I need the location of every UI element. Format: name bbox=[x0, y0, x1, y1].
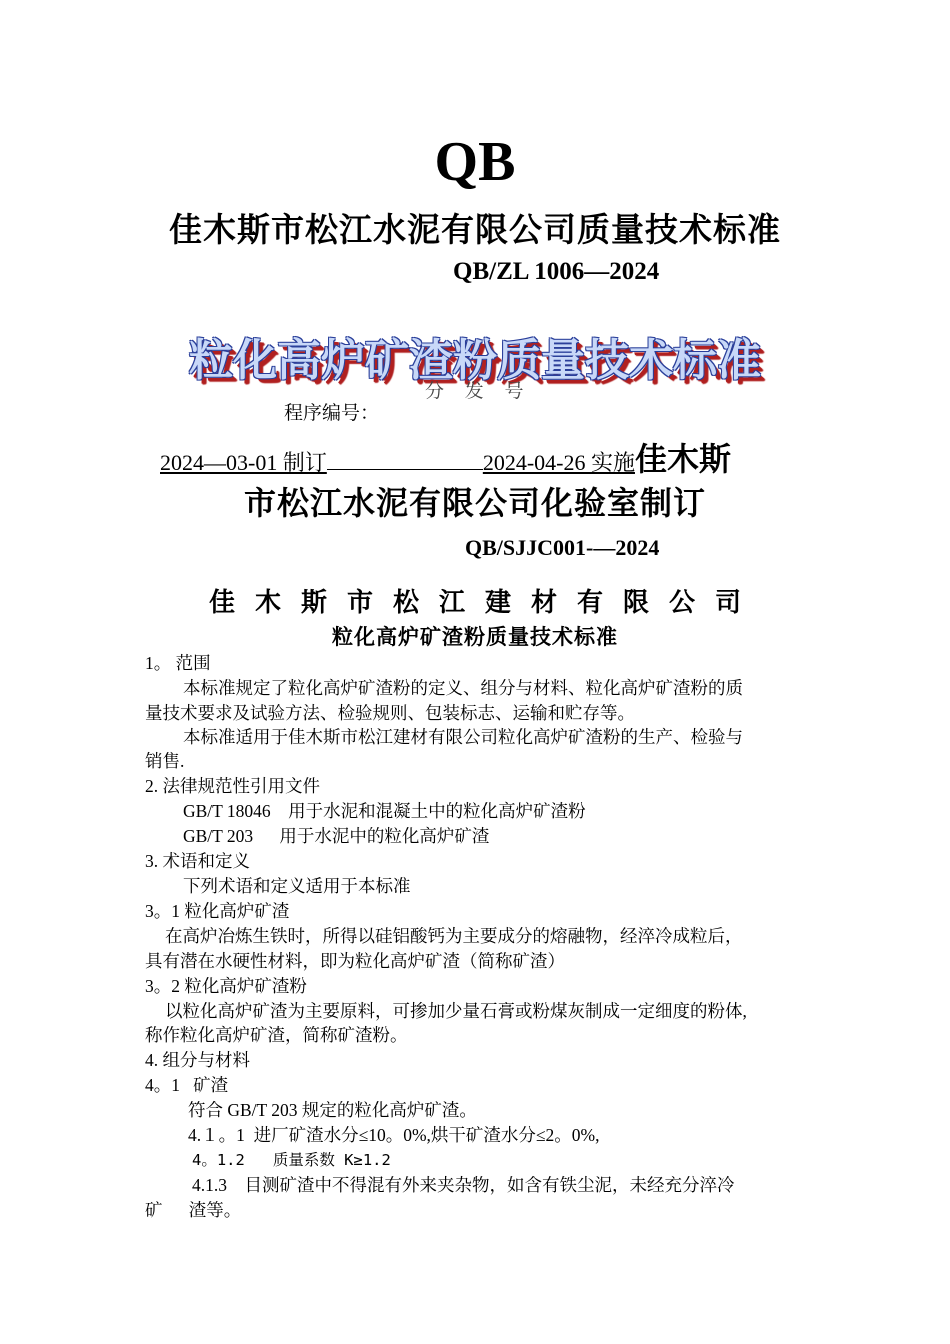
body-company: 佳木斯市松江建材有限公司 bbox=[208, 588, 761, 617]
qb-mark: QB bbox=[434, 131, 516, 193]
section-heading: 1。 范围 bbox=[145, 653, 211, 673]
paragraph-line: 量技术要求及试验方法、检验规则、包装标志、运输和贮存等。 bbox=[145, 703, 635, 723]
paragraph-line: 矿 渣等。 bbox=[145, 1200, 242, 1220]
reference-line: GB/T 18046 用于水泥和混凝土中的粒化高炉矿渣粉 bbox=[183, 801, 586, 821]
distribution-number: 分 发 号 bbox=[425, 381, 532, 402]
section-heading: 2. 法律规范性引用文件 bbox=[145, 776, 320, 796]
paragraph-line: 下列术语和定义适用于本标准 bbox=[183, 876, 411, 896]
paragraph-line: 符合 GB/T 203 规定的粒化高炉矿渣。 bbox=[188, 1100, 477, 1120]
standard-code: QB/ZL 1006—2024 bbox=[453, 258, 660, 285]
paragraph-line: 本标准规定了粒化高炉矿渣粉的定义、组分与材料、粒化高炉矿渣粉的质 bbox=[183, 678, 743, 698]
section-heading: 3. 术语和定义 bbox=[145, 851, 250, 871]
body-title: 粒化高炉矿渣粉质量技术标准 bbox=[332, 625, 618, 649]
subsection-heading: 4。1 矿渣 bbox=[145, 1075, 229, 1095]
date-gap-underline bbox=[327, 468, 483, 470]
revise-date: 2024—03-01 制订 bbox=[160, 450, 327, 475]
paragraph-line: 在高炉冶炼生铁时，所得以硅铝酸钙为主要成分的熔融物，经淬冷成粒后， bbox=[165, 926, 743, 946]
paragraph-line: 以粒化高炉矿渣为主要原料，可掺加少量石膏或粉煤灰制成一定细度的粉体, bbox=[165, 1001, 747, 1021]
program-number: 程序编号： bbox=[284, 403, 380, 424]
date-line bbox=[160, 434, 731, 480]
issuer-lab: 市松江水泥有限公司化验室制订 bbox=[243, 485, 706, 521]
paragraph-line: 称作粒化高炉矿渣，简称矿渣粉。 bbox=[145, 1025, 408, 1045]
paragraph-line: 4.1.3 目测矿渣中不得混有外来夹杂物，如含有铁尘泥，未经充分淬冷 bbox=[192, 1175, 735, 1195]
effective-date: 2024-04-26 实施 bbox=[482, 450, 635, 475]
paragraph-line: 4.１。1 进厂矿渣水分≤10。0%,烘干矿渣水分≤2。0%, bbox=[188, 1125, 600, 1145]
paragraph-line: 具有潜在水硬性材料，即为粒化高炉矿渣（简称矿渣） bbox=[145, 951, 565, 971]
wordart-title: 粒化高炉矿渣粉质量技术标准 bbox=[189, 336, 761, 385]
section-heading: 4. 组分与材料 bbox=[145, 1050, 250, 1070]
issuer-part1: 佳木斯 bbox=[634, 441, 731, 477]
paragraph-line: 销售. bbox=[145, 751, 185, 771]
doc-code: QB/SJJC001-—2024 bbox=[465, 535, 660, 560]
paragraph-line: 4。1.2 质量系数 K≥1.2 bbox=[192, 1151, 391, 1169]
subsection-heading: 3。1 粒化高炉矿渣 bbox=[145, 901, 290, 921]
company-title: 佳木斯市松江水泥有限公司质量技术标准 bbox=[169, 213, 781, 249]
subsection-heading: 3。2 粒化高炉矿渣粉 bbox=[145, 976, 307, 996]
reference-line: GB/T 203 用于水泥中的粒化高炉矿渣 bbox=[183, 826, 490, 846]
paragraph-line: 本标准适用于佳木斯市松江建材有限公司粒化高炉矿渣粉的生产、检验与 bbox=[183, 727, 743, 747]
